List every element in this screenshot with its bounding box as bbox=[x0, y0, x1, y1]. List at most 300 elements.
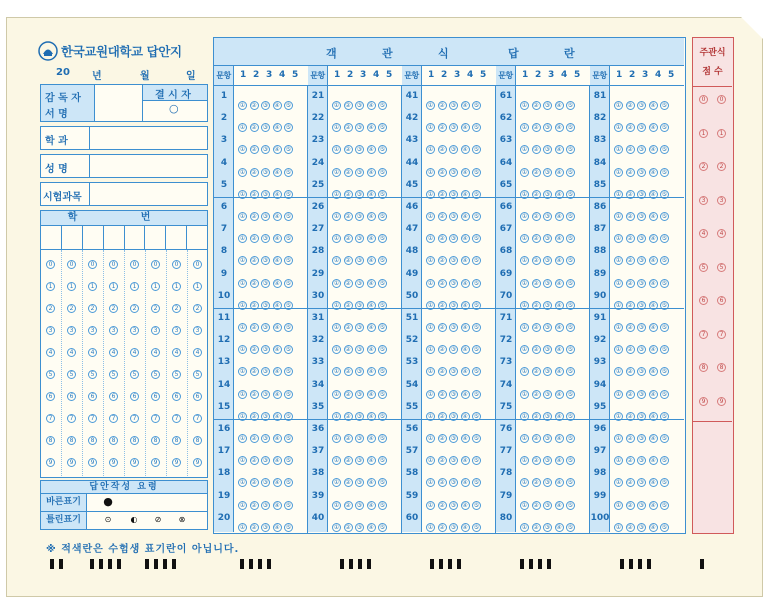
answer-bubble[interactable]: ③ bbox=[356, 235, 363, 243]
answer-bubble[interactable]: ③ bbox=[638, 301, 645, 309]
answer-bubble[interactable]: ② bbox=[533, 235, 539, 243]
student-id-bubble[interactable]: 4 bbox=[67, 348, 76, 357]
answer-bubble[interactable]: ① bbox=[239, 368, 246, 376]
student-id-digit-cell[interactable] bbox=[104, 226, 125, 249]
answer-bubble[interactable]: ④ bbox=[368, 479, 374, 487]
answer-bubble[interactable]: ② bbox=[345, 523, 351, 531]
answer-bubble[interactable]: ④ bbox=[462, 523, 468, 531]
answer-bubble[interactable]: ③ bbox=[356, 368, 363, 376]
answer-bubble[interactable]: ④ bbox=[274, 146, 280, 154]
answer-bubble[interactable]: ② bbox=[533, 124, 539, 132]
answer-bubble[interactable]: ⑤ bbox=[661, 390, 668, 398]
answer-bubble[interactable]: ④ bbox=[368, 168, 374, 176]
answer-bubble[interactable]: ⑤ bbox=[567, 412, 574, 420]
answer-bubble[interactable]: ② bbox=[627, 168, 633, 176]
answer-bubble[interactable]: ① bbox=[333, 457, 340, 465]
answer-bubble[interactable]: ③ bbox=[450, 257, 457, 265]
answer-bubble[interactable]: ③ bbox=[356, 523, 363, 531]
answer-bubble[interactable]: ① bbox=[615, 346, 622, 354]
answer-bubble[interactable]: ③ bbox=[544, 346, 551, 354]
answer-bubble[interactable]: ② bbox=[439, 213, 445, 220]
student-id-bubble[interactable]: 2 bbox=[46, 304, 55, 313]
answer-bubble[interactable]: ④ bbox=[556, 168, 562, 176]
answer-bubble[interactable]: ④ bbox=[368, 523, 374, 531]
answer-bubble[interactable]: ④ bbox=[556, 124, 562, 132]
answer-bubble[interactable]: ③ bbox=[356, 479, 363, 487]
answer-bubble[interactable]: ④ bbox=[462, 124, 468, 132]
answer-bubble[interactable]: ⑤ bbox=[285, 213, 292, 220]
answer-bubble[interactable]: ③ bbox=[450, 501, 457, 509]
answer-bubble[interactable]: ② bbox=[345, 390, 351, 398]
answer-bubble[interactable]: ② bbox=[251, 279, 257, 287]
student-id-bubble[interactable]: 4 bbox=[151, 348, 160, 357]
student-id-bubble[interactable]: 9 bbox=[109, 458, 118, 467]
answer-bubble[interactable]: ④ bbox=[274, 523, 280, 531]
student-id-digit-cell[interactable] bbox=[41, 226, 62, 249]
score-bubble[interactable]: 7 bbox=[699, 330, 708, 339]
student-id-bubble[interactable]: 6 bbox=[109, 392, 118, 401]
answer-bubble[interactable]: ⑤ bbox=[473, 479, 480, 487]
student-id-bubble[interactable]: 8 bbox=[67, 436, 76, 445]
answer-bubble[interactable]: ③ bbox=[638, 102, 645, 109]
answer-bubble[interactable]: ④ bbox=[462, 457, 468, 465]
subject-field[interactable] bbox=[89, 182, 208, 206]
answer-bubble[interactable]: ⑤ bbox=[567, 479, 574, 487]
answer-bubble[interactable]: ⑤ bbox=[285, 146, 292, 154]
answer-bubble[interactable]: ④ bbox=[462, 368, 468, 376]
answer-bubble[interactable]: ⑤ bbox=[567, 435, 574, 442]
answer-bubble[interactable]: ⑤ bbox=[285, 457, 292, 465]
answer-bubble[interactable]: ⑤ bbox=[379, 279, 386, 287]
answer-bubble[interactable]: ② bbox=[627, 257, 633, 265]
answer-bubble[interactable]: ④ bbox=[556, 324, 562, 331]
answer-bubble[interactable]: ⑤ bbox=[285, 435, 292, 442]
answer-bubble[interactable]: ④ bbox=[462, 257, 468, 265]
answer-bubble[interactable]: ④ bbox=[274, 346, 280, 354]
answer-bubble[interactable]: ① bbox=[239, 390, 246, 398]
answer-bubble[interactable]: ① bbox=[239, 324, 246, 331]
answer-bubble[interactable]: ④ bbox=[274, 301, 280, 309]
answer-bubble[interactable]: ① bbox=[521, 435, 528, 442]
student-id-bubble[interactable]: 3 bbox=[193, 326, 202, 335]
answer-bubble[interactable]: ③ bbox=[356, 457, 363, 465]
answer-bubble[interactable]: ③ bbox=[638, 146, 645, 154]
answer-bubble[interactable]: ③ bbox=[638, 523, 645, 531]
answer-bubble[interactable]: ② bbox=[439, 501, 445, 509]
answer-bubble[interactable]: ① bbox=[239, 257, 246, 265]
answer-bubble[interactable]: ① bbox=[521, 412, 528, 420]
student-id-bubble[interactable]: 8 bbox=[151, 436, 160, 445]
answer-bubble[interactable]: ④ bbox=[368, 146, 374, 154]
answer-bubble[interactable]: ⑤ bbox=[473, 257, 480, 265]
answer-bubble[interactable]: ② bbox=[345, 457, 351, 465]
answer-bubble[interactable]: ① bbox=[615, 168, 622, 176]
answer-bubble[interactable]: ④ bbox=[274, 213, 280, 220]
answer-bubble[interactable]: ⑤ bbox=[379, 190, 386, 198]
answer-bubble[interactable]: ④ bbox=[368, 124, 374, 132]
answer-bubble[interactable]: ① bbox=[615, 124, 622, 132]
answer-bubble[interactable]: ⑤ bbox=[285, 102, 292, 109]
answer-bubble[interactable]: ② bbox=[439, 146, 445, 154]
answer-bubble[interactable]: ① bbox=[333, 479, 340, 487]
answer-bubble[interactable]: ② bbox=[251, 412, 257, 420]
answer-bubble[interactable]: ④ bbox=[462, 168, 468, 176]
student-id-bubble[interactable]: 2 bbox=[67, 304, 76, 313]
answer-bubble[interactable]: ⑤ bbox=[661, 412, 668, 420]
answer-bubble[interactable]: ⑤ bbox=[285, 324, 292, 331]
answer-bubble[interactable]: ④ bbox=[650, 146, 656, 154]
student-id-bubble[interactable]: 2 bbox=[172, 304, 181, 313]
answer-bubble[interactable]: ③ bbox=[262, 235, 269, 243]
answer-bubble[interactable]: ② bbox=[439, 368, 445, 376]
answer-bubble[interactable]: ⑤ bbox=[379, 435, 386, 442]
student-id-bubble[interactable]: 3 bbox=[46, 326, 55, 335]
student-id-bubble[interactable]: 1 bbox=[67, 282, 76, 291]
answer-bubble[interactable]: ③ bbox=[544, 324, 551, 331]
answer-bubble[interactable]: ② bbox=[439, 279, 445, 287]
answer-bubble[interactable]: ⑤ bbox=[379, 168, 386, 176]
student-id-bubble[interactable]: 9 bbox=[193, 458, 202, 467]
answer-bubble[interactable]: ③ bbox=[356, 346, 363, 354]
answer-bubble[interactable]: ③ bbox=[356, 213, 363, 220]
answer-bubble[interactable]: ④ bbox=[462, 346, 468, 354]
answer-bubble[interactable]: ① bbox=[521, 213, 528, 220]
answer-bubble[interactable]: ⑤ bbox=[661, 102, 668, 109]
answer-bubble[interactable]: ① bbox=[427, 190, 434, 198]
answer-bubble[interactable]: ① bbox=[333, 146, 340, 154]
answer-bubble[interactable]: ② bbox=[345, 301, 351, 309]
answer-bubble[interactable]: ① bbox=[615, 501, 622, 509]
answer-bubble[interactable]: ① bbox=[427, 457, 434, 465]
answer-bubble[interactable]: ① bbox=[615, 368, 622, 376]
answer-bubble[interactable]: ⑤ bbox=[379, 257, 386, 265]
student-id-bubble[interactable]: 6 bbox=[151, 392, 160, 401]
answer-bubble[interactable]: ④ bbox=[368, 213, 374, 220]
answer-bubble[interactable]: ⑤ bbox=[473, 213, 480, 220]
answer-bubble[interactable]: ① bbox=[427, 257, 434, 265]
answer-bubble[interactable]: ④ bbox=[650, 390, 656, 398]
student-id-bubble[interactable]: 7 bbox=[88, 414, 97, 423]
student-id-bubble[interactable]: 9 bbox=[88, 458, 97, 467]
answer-bubble[interactable]: ① bbox=[521, 324, 528, 331]
answer-bubble[interactable]: ⑤ bbox=[379, 124, 386, 132]
answer-bubble[interactable]: ④ bbox=[462, 279, 468, 287]
answer-bubble[interactable]: ③ bbox=[356, 279, 363, 287]
answer-bubble[interactable]: ② bbox=[533, 102, 539, 109]
answer-bubble[interactable]: ② bbox=[439, 324, 445, 331]
answer-bubble[interactable]: ② bbox=[439, 168, 445, 176]
answer-bubble[interactable]: ③ bbox=[544, 279, 551, 287]
student-id-bubble[interactable]: 0 bbox=[193, 260, 202, 269]
answer-bubble[interactable]: ⑤ bbox=[661, 523, 668, 531]
answer-bubble[interactable]: ③ bbox=[356, 257, 363, 265]
score-bubble[interactable]: 1 bbox=[717, 129, 726, 138]
answer-bubble[interactable]: ② bbox=[627, 301, 633, 309]
answer-bubble[interactable]: ⑤ bbox=[285, 501, 292, 509]
answer-bubble[interactable]: ② bbox=[627, 146, 633, 154]
answer-bubble[interactable]: ① bbox=[239, 279, 246, 287]
answer-bubble[interactable]: ① bbox=[521, 168, 528, 176]
answer-bubble[interactable]: ④ bbox=[462, 324, 468, 331]
answer-bubble[interactable]: ② bbox=[627, 124, 633, 132]
answer-bubble[interactable]: ① bbox=[333, 301, 340, 309]
answer-bubble[interactable]: ② bbox=[345, 501, 351, 509]
answer-bubble[interactable]: ④ bbox=[650, 235, 656, 243]
answer-bubble[interactable]: ③ bbox=[356, 435, 363, 442]
student-id-bubble[interactable]: 2 bbox=[193, 304, 202, 313]
answer-bubble[interactable]: ③ bbox=[450, 390, 457, 398]
answer-bubble[interactable]: ⑤ bbox=[473, 124, 480, 132]
answer-bubble[interactable]: ② bbox=[439, 102, 445, 109]
answer-bubble[interactable]: ① bbox=[521, 102, 528, 109]
answer-bubble[interactable]: ④ bbox=[274, 257, 280, 265]
answer-bubble[interactable]: ④ bbox=[274, 412, 280, 420]
student-id-bubble[interactable]: 2 bbox=[130, 304, 139, 313]
answer-bubble[interactable]: ④ bbox=[650, 523, 656, 531]
answer-bubble[interactable]: ③ bbox=[450, 435, 457, 442]
score-bubble[interactable]: 8 bbox=[717, 363, 726, 372]
answer-bubble[interactable]: ③ bbox=[262, 102, 269, 109]
answer-bubble[interactable]: ③ bbox=[262, 190, 269, 198]
answer-bubble[interactable]: ① bbox=[333, 102, 340, 109]
answer-bubble[interactable]: ⑤ bbox=[661, 124, 668, 132]
absent-bubble[interactable]: ○ bbox=[169, 102, 179, 115]
answer-bubble[interactable]: ⑤ bbox=[567, 368, 574, 376]
answer-bubble[interactable]: ④ bbox=[462, 501, 468, 509]
answer-bubble[interactable]: ① bbox=[521, 257, 528, 265]
answer-bubble[interactable]: ⑤ bbox=[473, 368, 480, 376]
score-bubble[interactable]: 8 bbox=[699, 363, 708, 372]
answer-bubble[interactable]: ① bbox=[615, 479, 622, 487]
answer-bubble[interactable]: ② bbox=[345, 368, 351, 376]
answer-bubble[interactable]: ② bbox=[533, 479, 539, 487]
answer-bubble[interactable]: ① bbox=[333, 168, 340, 176]
answer-bubble[interactable]: ⑤ bbox=[567, 523, 574, 531]
answer-bubble[interactable]: ③ bbox=[638, 235, 645, 243]
answer-bubble[interactable]: ④ bbox=[368, 368, 374, 376]
answer-bubble[interactable]: ③ bbox=[638, 457, 645, 465]
answer-bubble[interactable]: ④ bbox=[556, 301, 562, 309]
answer-bubble[interactable]: ① bbox=[521, 457, 528, 465]
score-bubble[interactable]: 9 bbox=[699, 397, 708, 406]
answer-bubble[interactable]: ② bbox=[533, 501, 539, 509]
answer-bubble[interactable]: ⑤ bbox=[379, 368, 386, 376]
answer-bubble[interactable]: ② bbox=[251, 190, 257, 198]
answer-bubble[interactable]: ① bbox=[427, 412, 434, 420]
answer-bubble[interactable]: ① bbox=[239, 213, 246, 220]
answer-bubble[interactable]: ⑤ bbox=[567, 301, 574, 309]
answer-bubble[interactable]: ③ bbox=[356, 412, 363, 420]
student-id-digit-cell[interactable] bbox=[187, 226, 207, 249]
answer-bubble[interactable]: ① bbox=[615, 213, 622, 220]
answer-bubble[interactable]: ⑤ bbox=[473, 390, 480, 398]
student-id-bubble[interactable]: 0 bbox=[46, 260, 55, 269]
answer-bubble[interactable]: ① bbox=[239, 412, 246, 420]
answer-bubble[interactable]: ④ bbox=[650, 435, 656, 442]
answer-bubble[interactable]: ⑤ bbox=[661, 235, 668, 243]
answer-bubble[interactable]: ② bbox=[345, 257, 351, 265]
answer-bubble[interactable]: ⑤ bbox=[473, 457, 480, 465]
answer-bubble[interactable]: ② bbox=[345, 346, 351, 354]
answer-bubble[interactable]: ① bbox=[333, 435, 340, 442]
answer-bubble[interactable]: ② bbox=[533, 279, 539, 287]
answer-bubble[interactable]: ① bbox=[239, 457, 246, 465]
answer-bubble[interactable]: ④ bbox=[274, 501, 280, 509]
answer-bubble[interactable]: ① bbox=[615, 324, 622, 331]
answer-bubble[interactable]: ① bbox=[521, 346, 528, 354]
answer-bubble[interactable]: ④ bbox=[556, 235, 562, 243]
answer-bubble[interactable]: ⑤ bbox=[473, 346, 480, 354]
answer-bubble[interactable]: ③ bbox=[638, 279, 645, 287]
answer-bubble[interactable]: ⑤ bbox=[567, 324, 574, 331]
answer-bubble[interactable]: ③ bbox=[638, 257, 645, 265]
answer-bubble[interactable]: ⑤ bbox=[661, 501, 668, 509]
score-bubble[interactable]: 0 bbox=[717, 95, 726, 104]
answer-bubble[interactable]: ③ bbox=[262, 279, 269, 287]
answer-bubble[interactable]: ④ bbox=[556, 102, 562, 109]
answer-bubble[interactable]: ① bbox=[333, 124, 340, 132]
student-id-bubble[interactable]: 6 bbox=[130, 392, 139, 401]
answer-bubble[interactable]: ③ bbox=[544, 102, 551, 109]
answer-bubble[interactable]: ② bbox=[345, 435, 351, 442]
answer-bubble[interactable]: ② bbox=[251, 501, 257, 509]
answer-bubble[interactable]: ④ bbox=[650, 213, 656, 220]
answer-bubble[interactable]: ⑤ bbox=[285, 235, 292, 243]
answer-bubble[interactable]: ② bbox=[345, 324, 351, 331]
answer-bubble[interactable]: ② bbox=[439, 435, 445, 442]
answer-bubble[interactable]: ⑤ bbox=[379, 102, 386, 109]
student-id-digit-cell[interactable] bbox=[166, 226, 187, 249]
answer-bubble[interactable]: ③ bbox=[356, 390, 363, 398]
answer-bubble[interactable]: ③ bbox=[544, 457, 551, 465]
answer-bubble[interactable]: ⑤ bbox=[661, 279, 668, 287]
answer-bubble[interactable]: ⑤ bbox=[567, 457, 574, 465]
answer-bubble[interactable]: ⑤ bbox=[473, 235, 480, 243]
answer-bubble[interactable]: ⑤ bbox=[567, 102, 574, 109]
student-id-bubble[interactable]: 4 bbox=[109, 348, 118, 357]
answer-bubble[interactable]: ④ bbox=[274, 324, 280, 331]
answer-bubble[interactable]: ③ bbox=[544, 390, 551, 398]
student-id-bubble[interactable]: 5 bbox=[109, 370, 118, 379]
answer-bubble[interactable]: ③ bbox=[262, 412, 269, 420]
score-bubble[interactable]: 3 bbox=[717, 196, 726, 205]
answer-bubble[interactable]: ② bbox=[533, 213, 539, 220]
student-id-bubble[interactable]: 5 bbox=[151, 370, 160, 379]
answer-bubble[interactable]: ⑤ bbox=[379, 390, 386, 398]
score-bubble[interactable]: 5 bbox=[699, 263, 708, 272]
student-id-bubble[interactable]: 3 bbox=[67, 326, 76, 335]
answer-bubble[interactable]: ③ bbox=[544, 479, 551, 487]
answer-bubble[interactable]: ④ bbox=[274, 390, 280, 398]
answer-bubble[interactable]: ④ bbox=[462, 301, 468, 309]
student-id-bubble[interactable]: 8 bbox=[130, 436, 139, 445]
answer-bubble[interactable]: ③ bbox=[450, 102, 457, 109]
answer-bubble[interactable]: ④ bbox=[556, 457, 562, 465]
answer-bubble[interactable]: ② bbox=[345, 190, 351, 198]
answer-bubble[interactable]: ⑤ bbox=[567, 279, 574, 287]
answer-bubble[interactable]: ① bbox=[521, 390, 528, 398]
answer-bubble[interactable]: ⑤ bbox=[285, 124, 292, 132]
answer-bubble[interactable]: ② bbox=[439, 190, 445, 198]
answer-bubble[interactable]: ④ bbox=[650, 324, 656, 331]
answer-bubble[interactable]: ③ bbox=[356, 501, 363, 509]
answer-bubble[interactable]: ④ bbox=[368, 390, 374, 398]
supervisor-sign-field[interactable] bbox=[95, 85, 143, 121]
answer-bubble[interactable]: ② bbox=[251, 390, 257, 398]
student-id-bubble[interactable]: 0 bbox=[67, 260, 76, 269]
answer-bubble[interactable]: ⑤ bbox=[567, 190, 574, 198]
answer-bubble[interactable]: ⑤ bbox=[661, 168, 668, 176]
answer-bubble[interactable]: ② bbox=[345, 213, 351, 220]
answer-bubble[interactable]: ③ bbox=[638, 479, 645, 487]
answer-bubble[interactable]: ④ bbox=[462, 435, 468, 442]
answer-bubble[interactable]: ③ bbox=[638, 390, 645, 398]
answer-bubble[interactable]: ① bbox=[427, 301, 434, 309]
answer-bubble[interactable]: ② bbox=[439, 523, 445, 531]
answer-bubble[interactable]: ⑤ bbox=[567, 257, 574, 265]
answer-bubble[interactable]: ⑤ bbox=[285, 168, 292, 176]
answer-bubble[interactable]: ⑤ bbox=[661, 190, 668, 198]
answer-bubble[interactable]: ② bbox=[251, 124, 257, 132]
answer-bubble[interactable]: ① bbox=[427, 435, 434, 442]
student-id-bubble[interactable]: 9 bbox=[130, 458, 139, 467]
answer-bubble[interactable]: ④ bbox=[650, 346, 656, 354]
answer-bubble[interactable]: ② bbox=[627, 390, 633, 398]
answer-bubble[interactable]: ② bbox=[251, 168, 257, 176]
answer-bubble[interactable]: ③ bbox=[450, 346, 457, 354]
answer-bubble[interactable]: ④ bbox=[650, 412, 656, 420]
score-bubble[interactable]: 1 bbox=[699, 129, 708, 138]
student-id-bubble[interactable]: 7 bbox=[130, 414, 139, 423]
answer-bubble[interactable]: ④ bbox=[650, 124, 656, 132]
answer-bubble[interactable]: ④ bbox=[368, 235, 374, 243]
answer-bubble[interactable]: ② bbox=[251, 523, 257, 531]
answer-bubble[interactable]: ② bbox=[533, 368, 539, 376]
student-id-bubble[interactable]: 4 bbox=[172, 348, 181, 357]
answer-bubble[interactable]: ④ bbox=[462, 412, 468, 420]
answer-bubble[interactable]: ① bbox=[333, 235, 340, 243]
answer-bubble[interactable]: ① bbox=[239, 190, 246, 198]
answer-bubble[interactable]: ③ bbox=[262, 301, 269, 309]
answer-bubble[interactable]: ③ bbox=[450, 190, 457, 198]
answer-bubble[interactable]: ④ bbox=[462, 235, 468, 243]
student-id-bubble[interactable]: 0 bbox=[151, 260, 160, 269]
answer-bubble[interactable]: ③ bbox=[356, 102, 363, 109]
answer-bubble[interactable]: ③ bbox=[544, 213, 551, 220]
answer-bubble[interactable]: ① bbox=[427, 146, 434, 154]
answer-bubble[interactable]: ① bbox=[333, 368, 340, 376]
answer-bubble[interactable]: ② bbox=[345, 479, 351, 487]
answer-bubble[interactable]: ⑤ bbox=[567, 213, 574, 220]
score-bubble[interactable]: 4 bbox=[699, 229, 708, 238]
answer-bubble[interactable]: ② bbox=[439, 235, 445, 243]
answer-bubble[interactable]: ① bbox=[615, 390, 622, 398]
answer-bubble[interactable]: ① bbox=[427, 390, 434, 398]
score-bubble[interactable]: 6 bbox=[717, 296, 726, 305]
answer-bubble[interactable]: ④ bbox=[274, 479, 280, 487]
answer-bubble[interactable]: ④ bbox=[274, 124, 280, 132]
answer-bubble[interactable]: ③ bbox=[262, 479, 269, 487]
answer-bubble[interactable]: ① bbox=[333, 257, 340, 265]
answer-bubble[interactable]: ② bbox=[345, 168, 351, 176]
answer-bubble[interactable]: ② bbox=[251, 257, 257, 265]
answer-bubble[interactable]: ① bbox=[333, 190, 340, 198]
answer-bubble[interactable]: ① bbox=[615, 257, 622, 265]
answer-bubble[interactable]: ⑤ bbox=[661, 257, 668, 265]
answer-bubble[interactable]: ② bbox=[533, 346, 539, 354]
answer-bubble[interactable]: ② bbox=[251, 102, 257, 109]
answer-bubble[interactable]: ② bbox=[251, 479, 257, 487]
